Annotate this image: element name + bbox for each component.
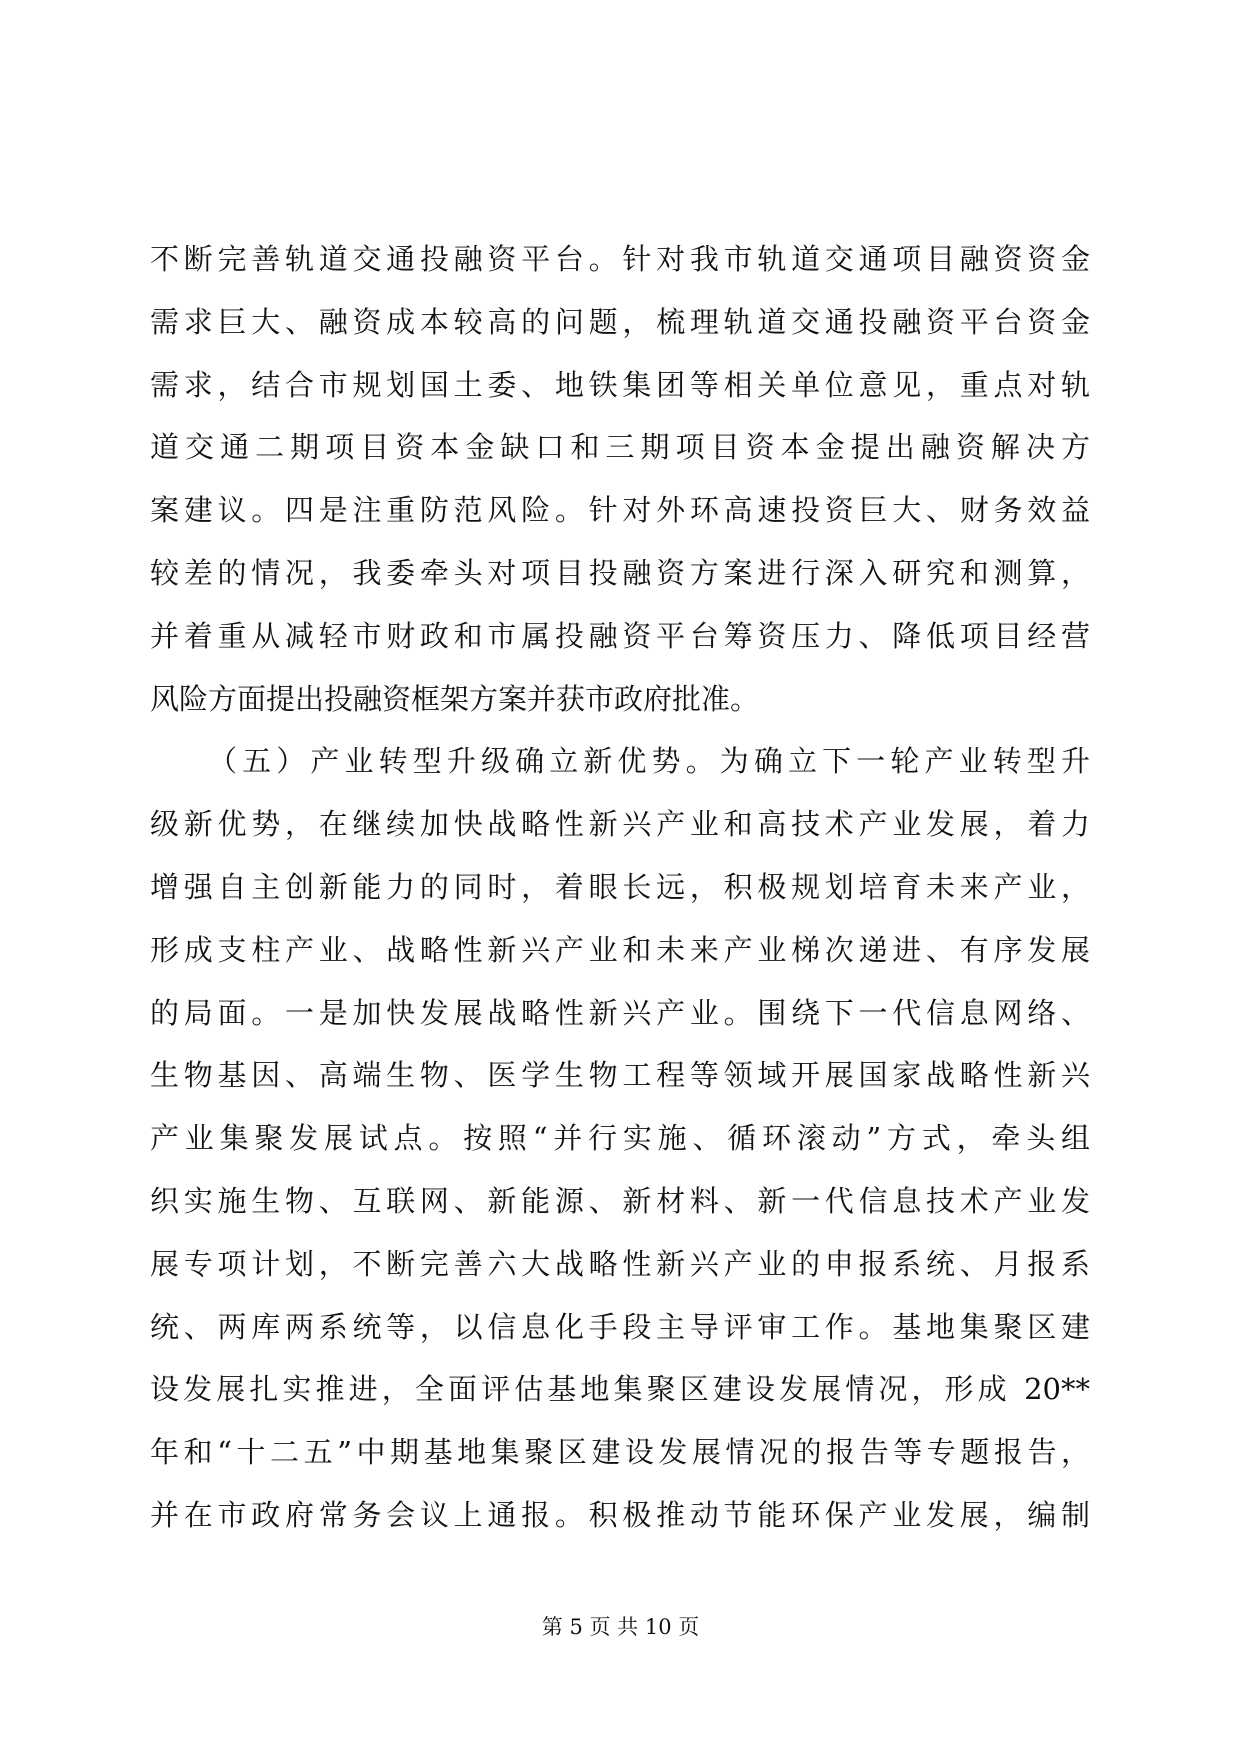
text-line: （五）产业转型升级确立新优势。为确立下一轮产业转型升 <box>208 744 1090 779</box>
text-line: 的局面。一是加快发展战略性新兴产业。围绕下一代信息网络、 <box>150 995 1090 1030</box>
text-line: 较差的情况，我委牵头对项目投融资方案进行深入研究和测算， <box>150 555 1090 590</box>
text-line: 生物基因、高端生物、医学生物工程等领域开展国家战略性新兴 <box>150 1058 1090 1093</box>
text-line: 产业集聚发展试点。按照“并行实施、循环滚动”方式，牵头组 <box>150 1121 1090 1156</box>
text-line: 需求，结合市规划国土委、地铁集团等相关单位意见，重点对轨 <box>150 367 1090 402</box>
text-line: 织实施生物、互联网、新能源、新材料、新一代信息技术产业发 <box>150 1183 1090 1218</box>
page-number-footer: 第 5 页 共 10 页 <box>541 1615 700 1639</box>
text-line: 不断完善轨道交通投融资平台。针对我市轨道交通项目融资资金 <box>150 242 1090 276</box>
text-line: 风险方面提出投融资框架方案并获市政府批准。 <box>150 681 760 716</box>
text-line: 并在市政府常务会议上通报。积极推动节能环保产业发展，编制 <box>150 1497 1090 1532</box>
paragraph-industry-upgrade <box>150 730 1090 1546</box>
document-body <box>150 228 1090 1547</box>
text-line: 年和“十二五”中期基地集聚区建设发展情况的报告等专题报告， <box>150 1435 1090 1470</box>
text-line: 案建议。四是注重防范风险。针对外环高速投资巨大、财务效益 <box>150 493 1090 528</box>
text-line: 道交通二期项目资本金缺口和三期项目资本金提出融资解决方 <box>150 430 1090 465</box>
text-line: 统、两库两系统等，以信息化手段主导评审工作。基地集聚区建 <box>150 1309 1090 1344</box>
paragraph-investment-financing <box>150 228 1090 730</box>
text-line: 并着重从减轻市财政和市属投融资平台筹资压力、降低项目经营 <box>150 618 1090 653</box>
text-line: 级新优势，在继续加快战略性新兴产业和高技术产业发展，着力 <box>150 807 1090 842</box>
text-line: 设发展扎实推进，全面评估基地集聚区建设发展情况，形成 20** <box>150 1372 1090 1407</box>
text-line: 需求巨大、融资成本较高的问题，梳理轨道交通投融资平台资金 <box>150 304 1090 339</box>
text-line: 展专项计划，不断完善六大战略性新兴产业的申报系统、月报系 <box>150 1246 1090 1281</box>
text-line: 形成支柱产业、战略性新兴产业和未来产业梯次递进、有序发展 <box>150 932 1090 967</box>
text-line: 增强自主创新能力的同时，着眼长远，积极规划培育未来产业， <box>150 869 1090 904</box>
